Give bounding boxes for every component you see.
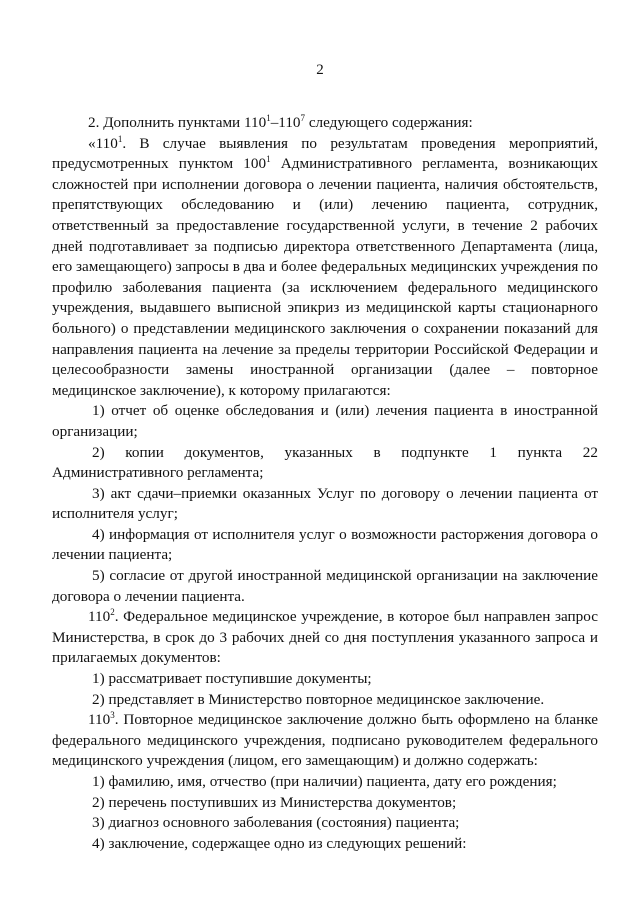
paragraph-110-3-text: . Повторное медицинское заключение должно быть оформлено на бланке федерального медицинского учреждения, подписано руководителем федерального медицинского учреждения (лицом, его замещающим) и должно содержать: xyxy=(52,711,598,770)
list-item: 1) фамилию, имя, отчество (при наличии) пациента, дату его рождения; xyxy=(92,773,557,790)
item-2-heading xyxy=(52,113,598,134)
paragraph-110-3 xyxy=(52,710,598,772)
paragraph-110-1-text: Административного регламента, возникающих сложностей при исполнении договора о лечении пациента, наличия обстоятельств, препятствующих обследованию и (или) лечению пациента, сотрудник, ответственный за предоставление государственной услуги, в течение 2 рабочих дней подготавливает за подписью директора ответственного Департамента (лица, его замещающего) запросы в два и более федеральных медицинских учреждения по профилю заболевания пациента (за исключением федерального медицинского учреждения, выдавшего выписной эпикриз из медицинской карты стационарного больного) о представлении медицинского заключения о сохранении показаний для направления пациента на лечение за пределы территории Российской Федерации и целесообразности замены иностранной организации (далее – повторное медицинское заключение), к которому прилагаются: xyxy=(52,155,598,399)
paragraph-110-1-text: «110 xyxy=(88,134,118,152)
list-item: 5) согласие от другой иностранной медицинской организации на заключение договора о лечении пациента. xyxy=(52,567,598,605)
list-item: 2) копии документов, указанных в подпункте 1 пункта 22 Административного регламента; xyxy=(52,443,598,482)
list-item: 2) представляет в Министерство повторное медицинское заключение. xyxy=(92,690,545,708)
item-2-text: –110 xyxy=(270,114,301,131)
paragraph-110-2-text: . Федеральное медицинское учреждение, в которое был направлен запрос Министерства, в срок до 3 рабочих дней со дня поступления указанного запроса и прилагаемых документов: xyxy=(52,608,598,667)
item-2-text: 2. Дополнить пунктами 110 xyxy=(88,114,267,131)
list-item: 3) акт сдачи–приемки оказанных Услуг по договору о лечении пациента от исполнителя услуг; xyxy=(52,484,598,523)
paragraph-110-1-text: . В случае выявления по результатам проведения мероприятий, предусмотренных пунктом 100 xyxy=(52,134,598,173)
list-item: 1) отчет об оценке обследования и (или) лечения пациента в иностранной организации; xyxy=(52,402,598,440)
superscript: 1 xyxy=(117,133,123,144)
superscript: 2 xyxy=(110,607,115,618)
superscript: 3 xyxy=(110,710,115,721)
item-2-text: следующего содержания: xyxy=(305,114,473,131)
superscript: 1 xyxy=(266,154,271,165)
document-body xyxy=(52,113,598,854)
superscript: 7 xyxy=(300,112,306,123)
paragraph-110-2-text: 110 xyxy=(88,608,111,626)
superscript: 1 xyxy=(266,112,271,123)
paragraph-110-3-text: 110 xyxy=(88,711,111,729)
list-item: 1) рассматривает поступившие документы; xyxy=(92,670,372,688)
list-item: 4) заключение, содержащее одно из следующих решений: xyxy=(92,834,467,852)
paragraph-110-2 xyxy=(52,607,598,669)
paragraph-110-1 xyxy=(52,134,598,402)
list-item: 4) информация от исполнителя услуг о возможности расторжения договора о лечении пациента; xyxy=(52,525,598,564)
page-number: 2 xyxy=(316,62,324,78)
list-item: 3) диагноз основного заболевания (состояния) пациента; xyxy=(92,814,460,832)
list-item: 2) перечень поступивших из Министерства документов; xyxy=(92,793,457,811)
